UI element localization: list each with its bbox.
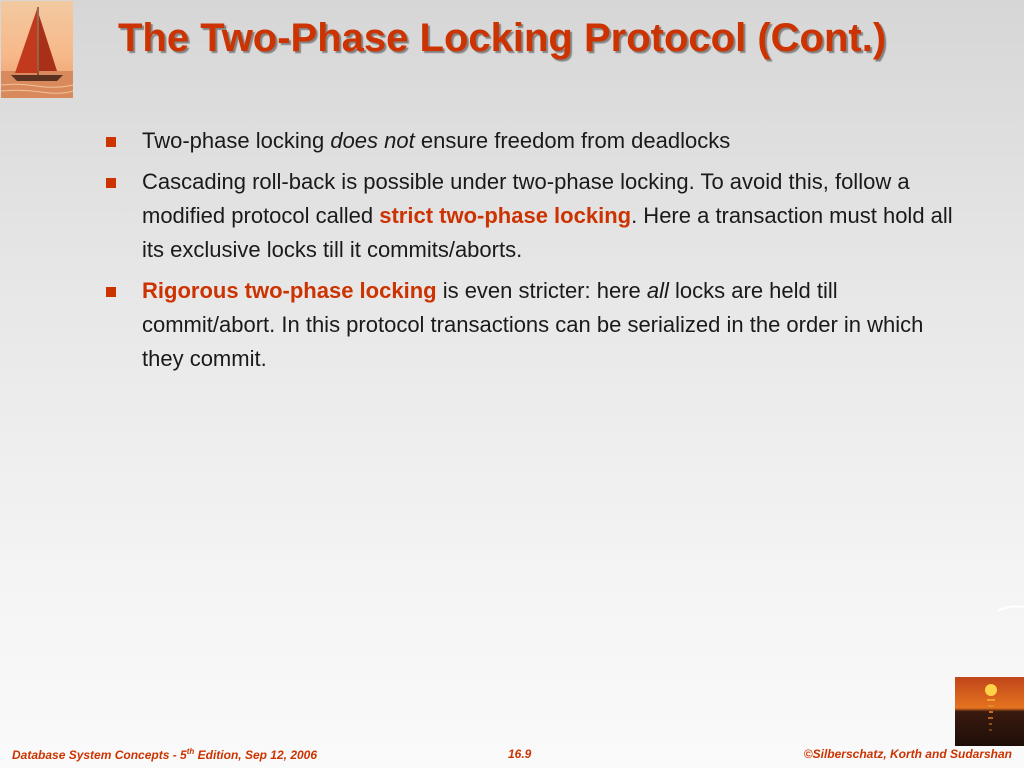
sunset-image-icon	[955, 677, 1024, 746]
wave-decoration	[998, 603, 1024, 615]
slide-footer	[0, 744, 1024, 768]
highlight-term: Rigorous two-phase locking	[142, 278, 437, 303]
square-bullet-icon	[106, 137, 116, 147]
footer-copyright: ©Silberschatz, Korth and Sudarshan	[803, 747, 1012, 761]
bullet-text: Cascading roll-back is possible under two-phase locking. To avoid this, follow a modified protocol called	[142, 169, 910, 228]
page-number: 16.9	[508, 747, 532, 761]
emphasis-text: does not	[330, 128, 415, 153]
footer-edition-sup: th	[186, 747, 195, 756]
bullet-item-rigorous	[104, 274, 954, 376]
bullet-list	[104, 124, 954, 383]
footer-book-title: Database System Concepts - 5	[12, 748, 187, 762]
bullet-item-cascading-rollback	[104, 165, 954, 267]
bullet-text: . Here a transaction must hold all its exclusive locks till it commits/aborts.	[142, 203, 953, 262]
bullet-item-deadlocks	[104, 124, 954, 158]
bullet-text: ensure freedom from deadlocks	[414, 128, 731, 153]
bullet-text: is even stricter: here	[436, 278, 647, 303]
square-bullet-icon	[106, 178, 116, 188]
square-bullet-icon	[106, 287, 116, 297]
bullet-text: Two-phase locking	[142, 128, 331, 153]
footer-edition-date: Edition, Sep 12, 2006	[194, 748, 318, 762]
emphasis-text: all	[646, 278, 669, 303]
bullet-text: locks are held till commit/abort. In this protocol transactions can be serialized in the order in which they commit.	[142, 278, 924, 371]
highlight-term: strict two-phase locking	[379, 203, 632, 228]
slide-title: The Two-Phase Locking Protocol (Cont.)	[118, 16, 887, 60]
sailboat-logo-icon	[1, 1, 73, 98]
footer-book-info	[12, 747, 317, 762]
